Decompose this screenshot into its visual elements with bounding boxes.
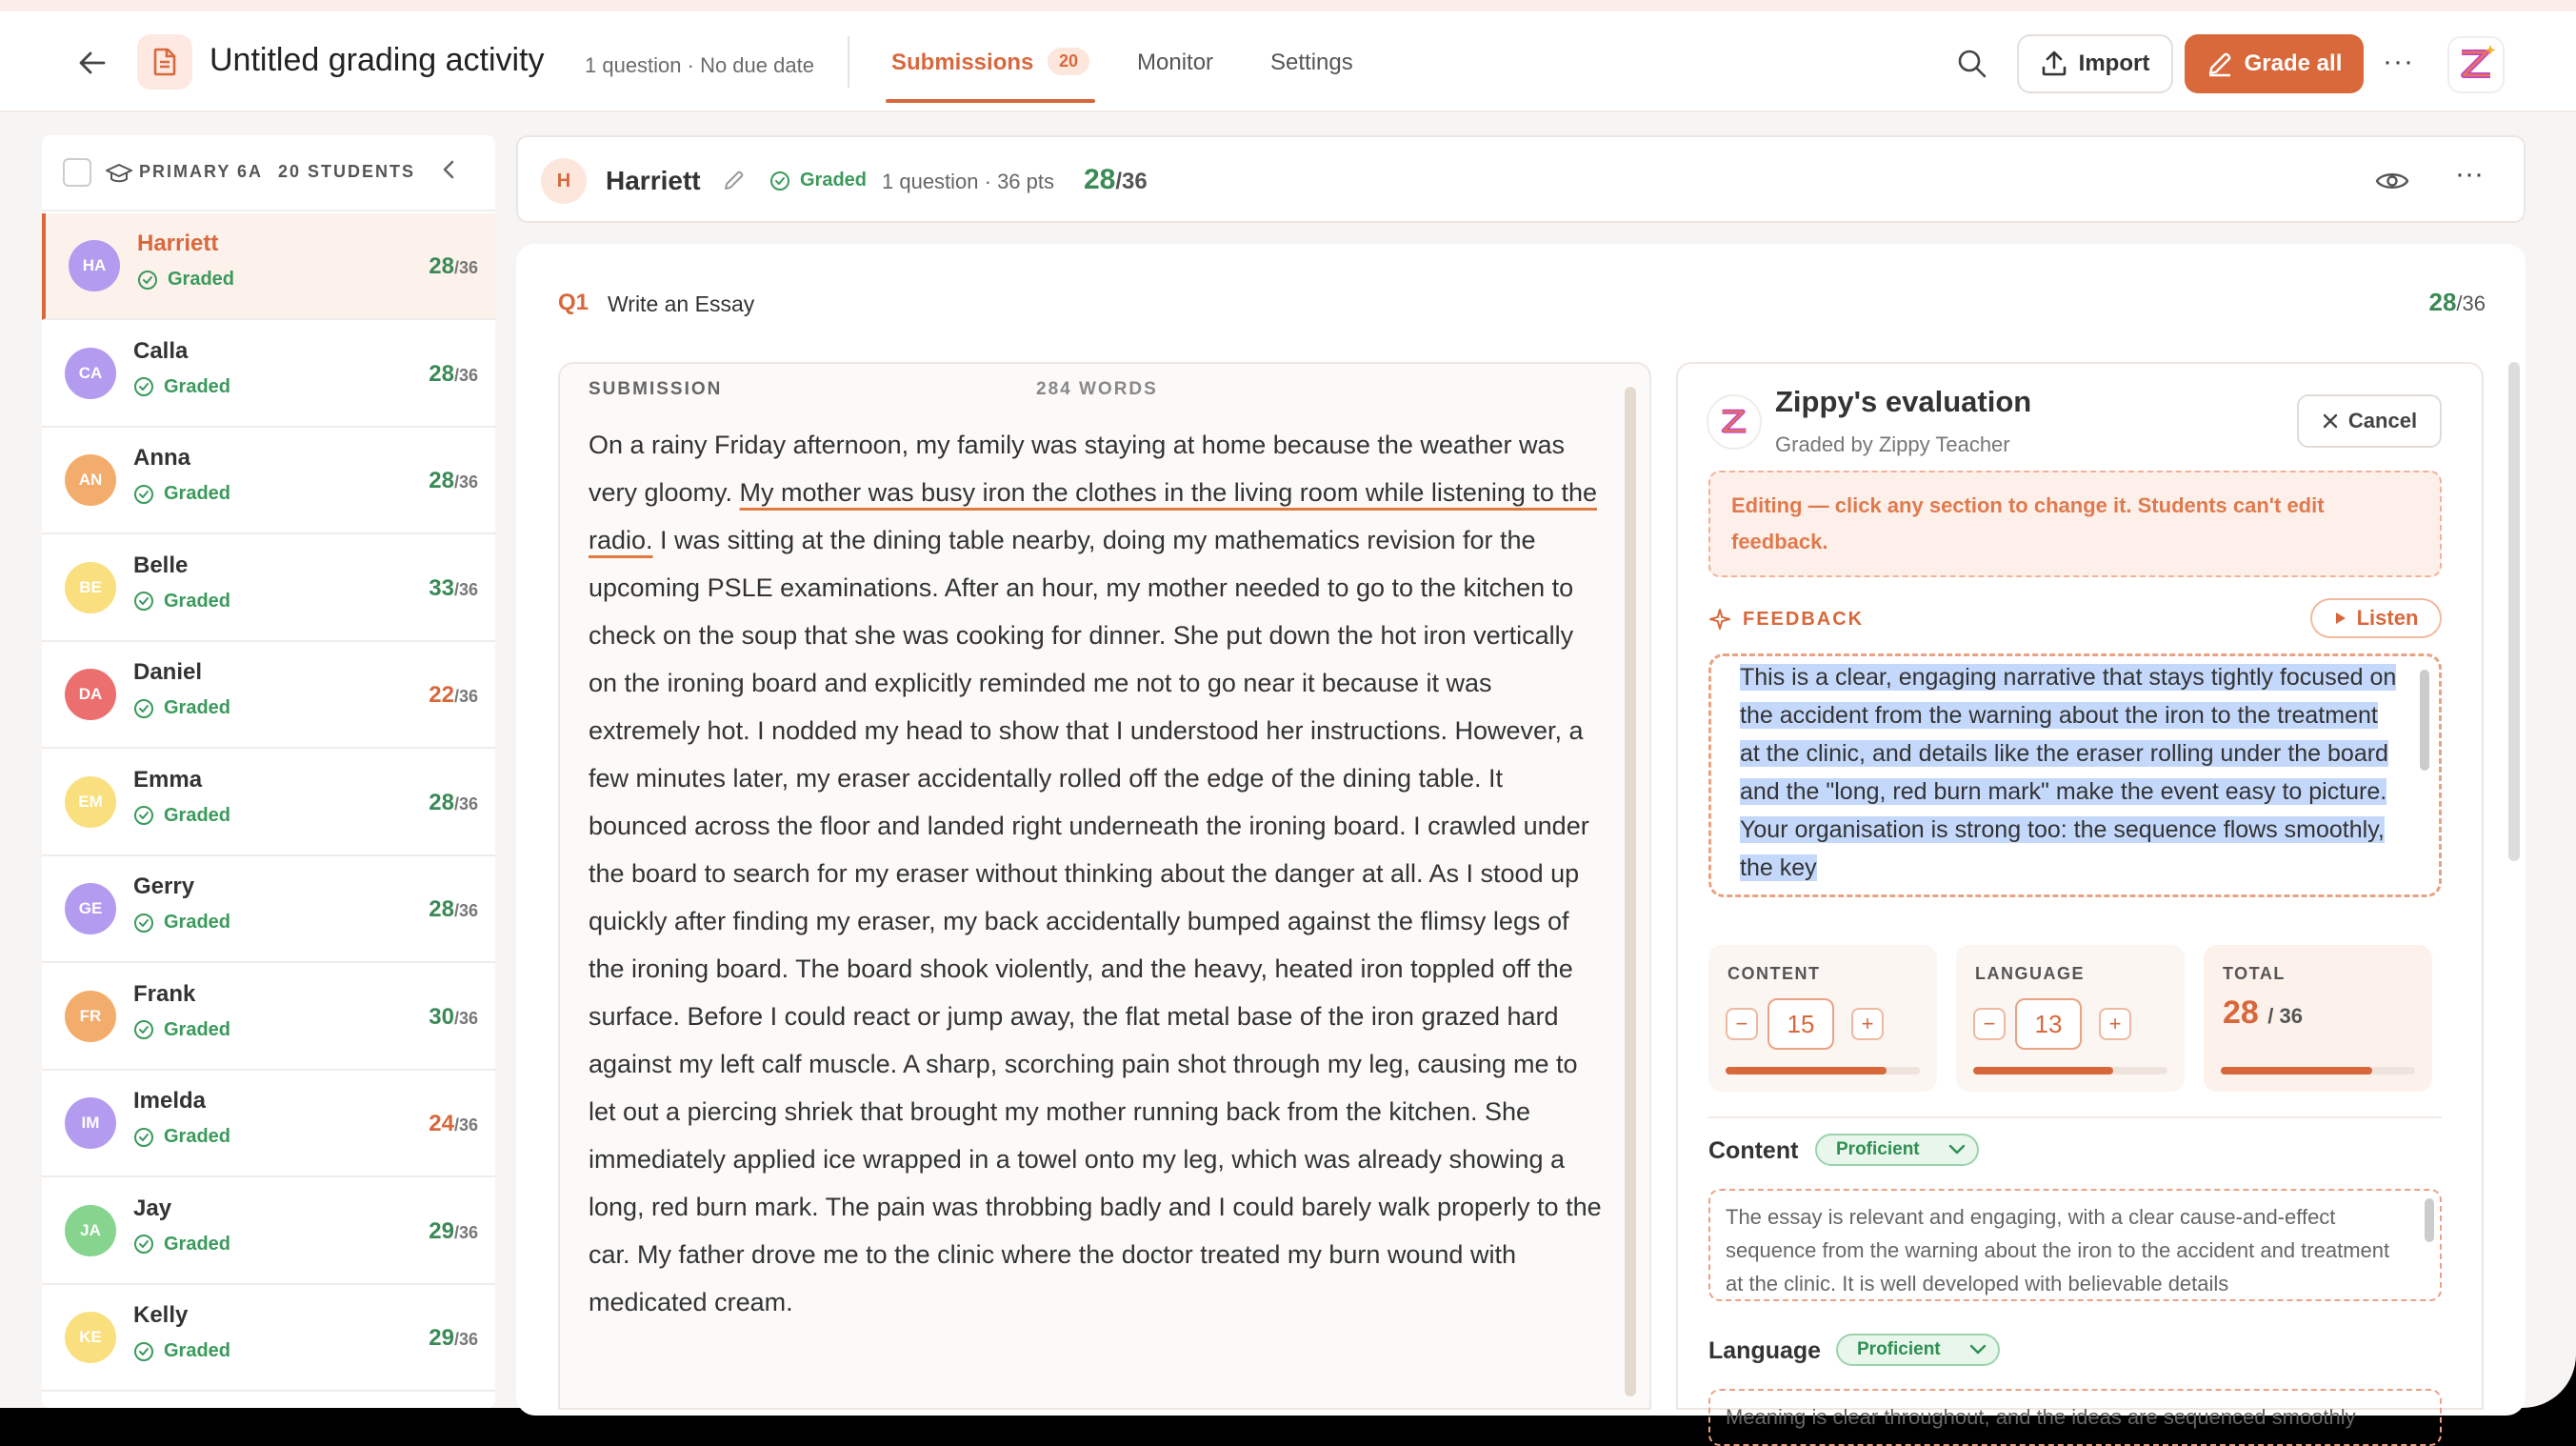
check-circle-icon [133,913,154,934]
language-comment-field[interactable] [1708,1389,2442,1446]
import-button[interactable] [2017,34,2173,93]
check-circle-icon [133,1019,154,1040]
student-score [429,1111,478,1137]
student-status-label: Graded [164,804,231,826]
student-score-total: /36 [453,793,478,813]
editing-notice: Editing — click any section to change it. Students can't edit feedback. [1708,471,2442,577]
student-avatar: GE [65,883,116,934]
feedback-text: This is a clear, engaging narrative that stays tightly focused on the accident from the warning about the iron to the treatment at the clinic, and details like the eraser rolling under the board and the "long, red burn mark" make the event easy to picture. Your organisation is strong too: the sequence flows smoothly, the key [1740,664,2397,881]
check-circle-icon [133,1341,154,1362]
total-score-bar [2221,1067,2415,1074]
content-level-value: Proficient [1836,1139,1920,1159]
student-score [429,468,478,494]
student-status [133,1340,230,1362]
student-name: Belle [133,552,189,578]
listen-button[interactable] [2310,598,2442,638]
chevron-left-icon [442,158,455,181]
grade-all-label: Grade all [2244,50,2343,76]
content-increase-button[interactable]: + [1851,1008,1884,1040]
student-score-total: /36 [453,365,478,385]
feedback-label [1708,608,1864,631]
submission-panel [558,362,1651,1410]
class-name: PRIMARY 6A [139,162,264,181]
check-circle-icon [137,270,158,291]
student-score-value: 28 [429,468,454,493]
total-score-den: / 36 [2267,1004,2303,1028]
chevron-down-icon [1969,1344,1987,1356]
collapse-sidebar-button[interactable] [442,158,455,188]
language-score-fill [1973,1067,2113,1074]
student-score-total: /36 [453,1008,478,1028]
total-score-fill [2221,1067,2372,1074]
student-score [429,790,478,816]
question-number: Q1 [558,290,589,315]
cancel-label: Cancel [2347,409,2418,432]
student-status-label: Graded [164,375,231,397]
language-increase-button[interactable]: + [2099,1008,2131,1040]
language-score-card [1956,945,2185,1092]
student-row[interactable] [42,1178,495,1285]
language-comment-text: Meaning is clear throughout, and the ideas are sequenced smoothly [1726,1405,2356,1429]
student-more-button[interactable]: ··· [2455,158,2484,190]
student-name: Harriett [606,166,701,195]
evaluation-panel [1676,362,2484,1429]
active-tab-indicator [886,99,1095,103]
student-avatar: CA [65,348,116,399]
evaluation-scrollbar[interactable] [2508,362,2520,861]
content-score-card [1708,945,1937,1092]
student-row[interactable] [42,535,495,642]
check-circle-icon [133,484,154,505]
check-circle-icon [133,376,154,397]
upload-icon [2041,50,2067,77]
student-row[interactable] [42,321,495,428]
student-name: Anna [133,445,190,471]
page-title: Untitled grading activity [210,42,545,78]
content-comment-scrollbar[interactable] [2425,1198,2434,1242]
submissions-count-badge: 20 [1048,48,1089,75]
listen-label: Listen [2356,606,2419,630]
check-circle-icon [133,698,154,719]
student-count: 20 STUDENTS [278,162,416,181]
student-score-value: 22 [429,682,454,708]
check-circle-icon [133,591,154,612]
student-name: Daniel [133,659,203,685]
content-score-bar [1726,1067,1920,1074]
select-all-checkbox[interactable] [63,158,91,187]
student-score [429,1218,478,1245]
more-options-button[interactable]: ··· [2383,46,2414,77]
feedback-textarea[interactable] [1708,653,2442,897]
student-status [133,697,230,719]
content-score-label: CONTENT [1727,964,1821,983]
student-score-value: 28 [429,789,454,815]
student-name: Frank [133,980,196,1007]
language-score-bar [1973,1067,2167,1074]
student-score-value: 28 [429,253,454,279]
student-score-total: /36 [453,901,478,920]
header [0,11,2576,112]
student-score [1084,164,1148,196]
student-row[interactable] [42,1285,495,1392]
student-avatar: FR [65,991,116,1042]
student-avatar: HA [69,240,120,291]
student-status [133,805,230,827]
student-status [769,170,867,191]
student-avatar: EM [65,776,116,828]
question-score-value: 28 [2428,288,2457,316]
word-count: 284 WORDS [1036,379,1158,399]
arrow-left-icon [79,51,106,74]
student-status [133,591,230,613]
chevron-down-icon [1948,1144,1966,1155]
student-score-value: 29 [429,1217,454,1244]
language-decrease-button[interactable]: − [1973,1008,2006,1040]
content-score-fill [1726,1067,1887,1074]
tab-submissions[interactable]: Submissions [891,50,1034,75]
search-button[interactable] [1952,44,1992,84]
language-score-label: LANGUAGE [1975,964,2085,983]
play-icon [2334,611,2347,626]
student-status [133,1234,230,1255]
zippy-logo-button[interactable] [2447,36,2505,93]
student-score-total: /36 [1115,169,1148,194]
total-score-card [2204,945,2432,1092]
student-score-value: 28 [429,360,454,387]
student-avatar: JA [65,1205,116,1256]
student-avatar: IM [65,1097,116,1149]
student-avatar: H [541,158,587,204]
evaluation-title: Zippy's evaluation [1775,385,2032,418]
zippy-icon [2454,43,2498,87]
student-row[interactable] [42,856,495,963]
student-score [429,682,478,709]
check-circle-icon [133,1234,154,1255]
student-score-total: /36 [453,1330,478,1349]
student-score-value: 28 [429,896,454,922]
import-label: Import [2078,50,2150,76]
student-status [133,1126,230,1148]
zippy-icon [1716,404,1752,440]
student-score-total: /36 [453,1115,478,1135]
student-status-label: Graded [164,697,231,718]
student-status-label: Graded [164,912,231,933]
student-score-value: 29 [429,1325,454,1351]
evaluation-grader: Graded by Zippy Teacher [1775,432,2010,456]
back-button[interactable] [69,46,116,80]
language-level-select[interactable] [1836,1334,2000,1366]
student-status-label: Graded [164,483,231,504]
content-comment-field[interactable] [1708,1189,2442,1301]
check-circle-icon [769,171,790,191]
student-name: Calla [133,337,189,364]
content-decrease-button[interactable]: − [1726,1008,1758,1040]
student-status-label: Graded [164,590,231,612]
sidebar-header [42,135,495,211]
student-status-label: Graded [164,1233,231,1255]
feedback-label-text: FEEDBACK [1743,608,1865,630]
student-score [429,361,478,388]
check-circle-icon [133,1127,154,1148]
tab-monitor[interactable]: Monitor [1137,50,1214,75]
student-avatar: DA [65,669,116,720]
student-score-value: 33 [429,574,454,601]
student-score [429,896,478,923]
student-row[interactable] [42,642,495,749]
student-row[interactable] [42,1071,495,1177]
student-status [133,376,230,398]
student-score-value: 28 [1084,164,1116,195]
student-status [133,1019,230,1041]
content-level-select[interactable] [1815,1134,1979,1166]
student-status [137,269,234,291]
student-score-value: 30 [429,1003,454,1030]
student-header [516,135,2526,223]
edit-name-icon[interactable] [722,168,747,192]
essay-text-part: I was sitting at the dining table nearby, doing my mathematics revision for the upcoming PSLE examinations. After an hour, my mother needed to go to the kitchen to check on the soup that she was cooking for dinner. She put down the hot iron vertically on the ironing board and explicitly reminded me not to go near it because it was extremely hot. I nodded my head to show that I understood her instructions. However, a few minutes later, my eraser accidentally rolled off the edge of the dining table. It bounced across the floor and landed right underneath the ironing board. I crawled under the board to search for my eraser without thinking about the danger at all. As I stood up quickly after finding my eraser, my back accidentally bumped against the flimsy legs of the ironing board. The board shook violently, and the heavy, heated iron toppled off the surface. Before I could react or jump away, the flat metal base of the iron grazed hard against my left calf muscle. A sharp, scorching pain shot through my leg, causing me to let out a piercing shriek that brought my mother running back from the kitchen. She immediately applied ice wrapped in a towel onto my leg, which was already showing a long, red burn mark. The pain was throbbing badly and I could barely walk properly to the car. My father drove me to the clinic where the doctor treated my burn wound with medicated cream. [589,526,1602,1316]
question-title: Write an Essay [608,291,755,316]
cancel-button[interactable] [2297,394,2442,448]
student-status-label: Graded [164,1340,231,1361]
student-row[interactable] [42,213,495,320]
student-avatar: KE [65,1312,116,1363]
student-score [429,575,478,602]
question-card [516,244,2526,1429]
header-divider [848,36,849,88]
student-score-total: /36 [453,258,478,277]
student-name: Imelda [133,1088,207,1114]
sparkle-icon [1708,608,1731,631]
student-status [133,483,230,505]
total-score-value: 28 [2223,994,2259,1031]
student-status-label: Graded [164,1018,231,1040]
language-level-value: Proficient [1857,1339,1941,1359]
criterion-name-content: Content [1708,1137,1799,1164]
document-icon [137,34,192,90]
student-score-value: 24 [429,1111,454,1136]
grade-all-button[interactable] [2185,34,2364,93]
eye-icon[interactable] [2375,164,2409,198]
student-name: Gerry [133,874,195,899]
question-score-total: /36 [2456,291,2486,315]
tab-settings[interactable]: Settings [1270,50,1353,75]
student-score [429,1325,478,1352]
essay-highlight[interactable]: My mother was busy iron the clothes in the living room while listening to the radio. [589,478,1597,554]
student-row[interactable] [42,428,495,534]
student-score-total: /36 [453,579,478,599]
student-score [429,253,478,280]
student-name: Kelly [133,1302,189,1328]
student-score-total: /36 [453,472,478,492]
student-score-total: /36 [453,1222,478,1242]
feedback-scrollbar[interactable] [2420,670,2429,771]
question-score [2428,288,2486,317]
student-avatar: AN [65,454,116,506]
top-band [0,0,2576,11]
close-icon [2322,412,2339,430]
student-row[interactable] [42,750,495,856]
zippy-avatar [1707,394,1762,450]
essay-text-part: On a rainy Friday afternoon, my family was staying at home because the weather was very gloomy. [589,431,1565,507]
language-score-input[interactable]: 13 [2015,998,2082,1050]
student-name: Jay [133,1195,172,1221]
student-row[interactable] [42,964,495,1071]
total-score-label: TOTAL [2223,964,2286,983]
content-score-input[interactable]: 15 [1767,998,1834,1050]
student-status-label: Graded [168,269,235,290]
student-score [429,1004,478,1031]
criterion-name-language: Language [1708,1337,1822,1364]
student-status [133,912,230,934]
content-comment-text: The essay is relevant and engaging, with a clear cause-and-effect sequence from the warning about the iron to the accident and treatment at the clinic. It is well developed with believable details [1726,1205,2390,1295]
student-status-label: Graded [800,170,868,191]
student-avatar: BE [65,562,116,613]
student-meta: 1 question · 36 pts [882,170,1055,193]
submission-label: SUBMISSION [589,379,723,399]
pencil-icon [2207,50,2233,77]
check-circle-icon [133,805,154,826]
graduation-cap-icon [105,162,133,185]
student-name: Harriett [137,231,219,256]
total-score [2223,994,2303,1032]
student-score-total: /36 [453,687,478,706]
student-status-label: Graded [164,1126,231,1147]
search-icon [1957,49,1987,79]
student-sidebar [42,135,495,1408]
page-subtitle: 1 question · No due date [585,53,814,77]
submission-scrollbar[interactable] [1625,387,1636,1396]
section-divider [1708,1116,2442,1118]
student-name: Emma [133,766,203,793]
essay-text [589,421,1608,1326]
